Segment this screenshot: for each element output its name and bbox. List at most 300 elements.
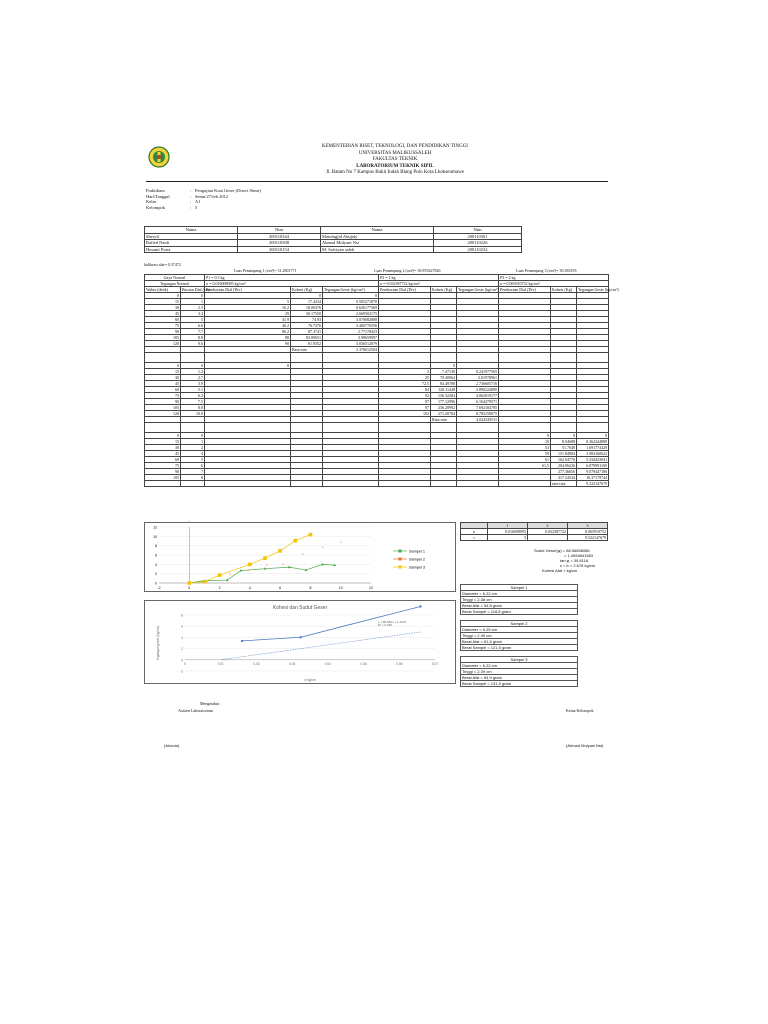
y-tick-label: 6 [181,624,183,629]
table-cell [145,481,181,487]
table-cell: 2.736605716 [457,381,499,387]
table-cell: 1 [181,439,205,445]
p-value: 1 [388,275,391,280]
table-cell: 2.77178423 [323,329,379,335]
summary-header: 3 [568,523,608,529]
x-tick-label: 0.05 [360,661,367,666]
table-cell: 29 [205,311,291,317]
sample-line: Berat Sampel = 118,8 gram [461,609,578,615]
table-cell: 120.11448 [431,387,457,393]
col-header: Tegangan Geser (kg/cm²) [323,287,379,293]
table-cell: 271.20784 [431,411,457,417]
info-sep: : [189,188,191,193]
member-nim: 200110308 [238,240,321,247]
member-nim: 200110301 [434,233,522,240]
y-tick-label: 0 [181,658,183,663]
table-cell: 70.40064 [431,375,457,381]
sigma-label: σ = [380,281,386,286]
x-tick-label: 10 [338,586,343,590]
table-cell: 4.024329511 [457,417,499,423]
x-axis-label: σ kg/cm [304,678,316,682]
table-cell: 84.49788 [431,381,457,387]
sample-line: Berat Sampel = 121,5 gram [461,645,578,651]
info-row [144,205,263,211]
table-cell: 3.4 [181,311,205,317]
table-cell [181,481,205,487]
table-cell: 97 [379,405,431,411]
table-cell: 41.9 [205,317,291,323]
sample-line: Diameter = 6.25 cm [461,627,578,633]
table-cell: 90 [145,469,181,475]
table-cell: 6.164279571 [457,399,499,405]
table-cell: 3.890224890 [457,387,499,393]
table-cell: 75 [145,323,181,329]
table-cell: 204.06226 [551,463,577,469]
main-data-table [144,274,619,487]
sample3-rows [145,433,609,487]
legend-label: Sampel 2 [409,557,426,562]
p-label: P1 = [206,275,214,280]
table-cell: 277.36656 [551,469,577,475]
header-rule [146,181,608,182]
summary-label: σ [461,529,488,535]
p-value: 2 [508,275,511,280]
col-header: Kohesi (Kg) [551,287,577,293]
y-tick-label: 12 [153,525,157,530]
sample-line: Diameter = 6.22 cm [461,663,578,669]
info-value: Senin/27/feb 2012 [194,193,229,199]
member-name: Ahmad Mulyani Nst [321,240,434,247]
data-point [293,539,297,543]
info-value: 5 [194,204,198,210]
lab-name: LABORATORIUM TEKNIK SIPIL [356,163,434,169]
sample-line: Berat Sampel = 131,9 gram [461,681,578,687]
table-cell: 8.8 [181,405,205,411]
summary-cell [528,535,568,541]
sample-line: Berat Alat = 54,8 gram [461,603,578,609]
x-tick-label: 0 [188,586,191,590]
table-cell: 15 [145,439,181,445]
table-cell: 8 [181,475,205,481]
members-header: Nama [145,227,238,234]
sigma-unit: kg/cm² [408,281,420,286]
sample-box-2 [460,620,578,651]
sigma-unit: kg/cm² [528,281,540,286]
info-row [144,188,263,194]
table-cell: 61.5 [499,463,551,469]
legend-label: Sampel 3 [409,565,426,570]
col-header: Kohesi (Kg) [431,287,457,293]
table-cell: 3.836512079 [323,341,379,347]
table-cell: 151.84984 [551,451,577,457]
rata-row [145,481,609,487]
sigma-value: 0.016008095 [212,281,234,286]
x-tick-label: 8 [309,586,312,590]
member-nim: 200110226 [434,240,522,247]
table-cell: 105 [145,335,181,341]
table-cell: 5 [205,299,291,305]
table-cell: 8.783158075 [457,411,499,417]
tegangan-label: Tegangan Normal [145,281,205,287]
sample-line: Tinggi = 2.38 cm [461,597,578,603]
table-cell: 1 [181,299,205,305]
table-cell: 25 [379,375,431,381]
p-value: 0.5 [214,275,220,280]
table-cell: 0 [145,363,181,369]
x-tick-label: 0.02 [253,661,260,666]
trend-equation: y = 88.568x + 1.4279 [377,619,407,624]
table-cell: 17.4234 [291,299,323,305]
chart-title: Kohesi dan Sudut Geser [272,605,328,611]
table-cell: 74.93 [291,317,323,323]
table-cell: 53 [499,445,551,451]
table-cell: 7.5 [181,399,205,405]
table-cell [379,481,431,487]
table-cell: 7 [181,469,205,475]
table-cell: 83.09651 [291,335,323,341]
legend-label: Sampel 1 [409,549,426,554]
y-tick-label: 0 [155,581,157,586]
table-cell: 60 [145,457,181,463]
table-cell: 0 [323,293,379,299]
x-tick-label: -2 [157,586,161,590]
data-point [299,636,301,638]
member-name: M. Sofriyan saleh [321,246,434,253]
table-cell: 6 [181,463,205,469]
y-tick-label: 2 [155,572,157,577]
table-cell [205,481,291,487]
table-cell: 0 [181,363,205,369]
x-tick-label: 4 [248,586,251,590]
trend-line [221,632,421,660]
luas-2: Luas Penampang 2 (cm²)= 30.876427826 [374,268,441,273]
summary-cell: 3 [488,535,528,541]
table-cell: 76.7376 [291,323,323,329]
table-cell: 10 [499,439,551,445]
p-label: P2 = [380,275,388,280]
table-cell: Rata-rata [291,347,323,353]
info-sep: : [189,199,191,204]
summary-cell: 0.065910752 [568,529,608,535]
ketua-label: Ketua Kelompok [566,708,594,713]
header-line-2: UNIVERSITAS MALIKUSSALEH [358,150,432,156]
col-header: Tegangan Geser (kg/cm²) [578,287,619,292]
col-header: Pembacaan Dial (Div) [499,287,551,293]
sample2-rows [145,363,609,423]
result-line: c = b = 2.676 kg/cm [560,563,596,568]
member-nim: 200110154 [238,246,321,253]
table-cell: 1.2 [181,369,205,375]
table-cell: 90 [145,329,181,335]
university-logo [148,146,170,168]
table-cell: 0 [145,433,181,439]
table-cell: 60 [145,317,181,323]
member-name: Hesanti Putra [145,246,238,253]
result-line: Sudut Geser(φ) = 88.56858086 [534,548,590,553]
table-cell: 5 [181,317,205,323]
sigma-value: 0.032387722 [386,281,408,286]
shear-stress-chart [144,519,456,592]
member-name: Rafied Nanfi [145,240,238,247]
luas-3: Luas Penampang 3 (cm²)= 30.383193 [516,268,577,273]
members-header: Nim [238,227,321,234]
table-cell: 5.1 [181,387,205,393]
table-cell: 45 [145,381,181,387]
sigma-tau-table [460,522,608,541]
y-tick-label: 8 [181,613,183,618]
table-cell: 8.04688 [551,439,577,445]
table-cell: 7.47138 [431,369,457,375]
table-cell [431,481,457,487]
table-cell: 7.7 [181,329,205,335]
table-cell: 3.070682888 [323,317,379,323]
table-cell: 5.334423941 [577,457,609,463]
table-cell: 105 [145,405,181,411]
table-cell: 6.879991169 [577,463,609,469]
data-point [218,573,222,577]
table-cell: 75 [145,393,181,399]
table-cell: 30.17550 [291,311,323,317]
gaya-label: Gaya Normal [145,275,205,281]
p-label: P3 = [500,275,508,280]
table-cell: 4.062019177 [457,393,499,399]
col-header: Bacaan Dial (cm) [182,287,211,292]
header-line-1: KEMENTERIAN RISET, TEKNOLOGI, DAN PENDIDIKAN TINGGI [322,144,468,149]
summary-cell: 0.032387722 [528,529,568,535]
data-point: × [281,561,285,567]
table-cell: 177.12996 [431,399,457,405]
series-line-3 [189,535,310,583]
sample-title: Sampel 3 [461,657,578,663]
table-cell: 5 [181,457,205,463]
y-tick-label: -2 [180,669,183,674]
table-cell: 2.01978961 [457,375,499,381]
y-tick-label: 2 [181,647,183,652]
table-cell: 120 [145,341,181,347]
table-cell: 162.04776 [551,457,577,463]
table-cell: 4 [181,451,205,457]
sample-line: Diameter = 6.22 cm [461,591,578,597]
cohesion-chart [144,600,456,684]
data-point [248,563,252,567]
table-cell: 0.241977565 [457,369,499,375]
info-sep: : [189,193,191,199]
table-cell: 90 [205,341,291,347]
table-cell: 86.2 [205,329,291,335]
col-header: Tegangan Geser (kg/cm²) [458,287,499,292]
table-cell: 0 [551,433,577,439]
table-cell: 46.2 [205,323,291,329]
summary-label: τ [461,535,488,541]
y-tick-label: 10 [153,534,157,539]
member-name: Sheryli [145,233,238,240]
data-point: × [321,544,324,550]
table-cell: 88 [205,335,291,341]
summary-cell: 0.016008095 [488,529,528,535]
table-cell: 0.505271870 [323,299,379,305]
member-name: Matulugjid Abujaly [321,233,434,240]
table-cell: 59 [499,451,551,457]
table-cell: 18.06376 [291,305,323,311]
table-cell: 45 [145,451,181,457]
sigma-unit: kg/cm² [234,281,246,286]
table-cell: 1.691774429 [577,445,609,451]
x-tick-label: 2 [218,586,221,590]
table-cell: 81.9352 [291,341,323,347]
sample1-rows [145,293,609,353]
y-tick-label: 4 [181,635,183,640]
result-line: Kohesi Alat = kg/cm [542,568,578,573]
table-cell: 8.8 [181,335,205,341]
lab-address: Jl. Batam No 7 Kampus Bukit Indah Blang Pulo Kota Lhokseumawe [326,170,464,175]
table-cell: 0 [145,293,181,299]
data-point [187,581,191,585]
data-point [309,533,313,537]
table-cell [323,481,379,487]
data-point: × [339,539,342,545]
info-label: Hari/Tanggal [146,193,170,199]
sample-line: Tinggi = 2.39 cm [461,633,578,639]
data-point: × [206,579,209,585]
table-cell: 0 [499,433,551,439]
table-cell: 0 [205,363,291,369]
y-tick-label: 6 [155,553,157,558]
asisten-label: Asisten Laboratorium [178,708,213,713]
table-cell: 30 [145,445,181,451]
table-row [145,246,522,253]
header-line-3: FAKULTAS TEKNIK [372,157,418,162]
table-cell [291,481,323,487]
summary-header: 2 [528,523,568,529]
legend-marker [399,558,402,561]
x-tick-label: 0.04 [324,661,331,666]
members-table [144,226,522,253]
members-header: Nama [321,227,434,234]
table-cell: 92 [379,393,431,399]
table-cell: Rata-rata [431,417,457,423]
results-block [534,548,595,573]
signature-name-right: (Ahmad Mulyani Nst) [566,743,604,748]
mengetahui-label: Mengetahui : [200,701,222,706]
data-point: × [188,519,191,524]
x-tick-label: 6 [279,586,282,590]
letterhead [270,144,520,177]
table-cell: 2.5 [181,305,205,311]
table-cell [499,481,551,487]
table-cell: 105 [145,475,181,481]
info-value: A1 [194,199,201,204]
y-tick-label: 4 [155,562,157,567]
table-cell: 15 [145,369,181,375]
data-point [278,549,282,553]
table-cell: 2.669502175 [323,311,379,317]
table-cell: 102 [379,411,431,417]
table-cell: 2 [181,445,205,451]
table-cell: 3.98659997 [323,335,379,341]
sample-line: Tinggi = 2.39 cm [461,669,578,675]
col-header: Pembacaan Dial (Div) [379,287,431,293]
data-point [203,580,207,584]
x-tick-label: 0.06 [396,661,403,666]
data-point [263,556,267,560]
trend-r2: R² = 0.995 [377,623,392,628]
x-tick-label: 0.07 [431,661,439,666]
info-label: Kelompok [146,204,165,210]
sigma-label: σ = [500,281,506,286]
sample-title: Sampel 1 [461,585,578,591]
table-cell: 45 [145,311,181,317]
table-cell: 15 [145,299,181,305]
legend-marker [399,550,402,553]
data-point: × [228,570,232,576]
practicum-info [144,188,263,210]
table-cell: 0 [181,293,205,299]
legend-marker [399,566,402,569]
p-unit: kg [511,275,516,280]
table-cell: 0.626177369 [323,305,379,311]
table-cell: 61 [499,457,551,463]
x-tick-label: 0.01 [217,661,224,666]
table-cell: 0.262244888 [577,439,609,445]
table-cell [457,481,499,487]
member-nim: 200110344 [238,233,321,240]
table-cell: 136.32284 [431,393,457,399]
table-cell: 97 [379,399,431,405]
data-point [419,605,421,607]
table-cell: 9.6 [181,341,205,347]
table-cell: 6.6 [181,323,205,329]
table-cell: 3 [379,369,431,375]
table-cell: 6.2 [181,393,205,399]
sample-line: Berat Alat = 61,6 gram [461,639,578,645]
kalibrasi-label: kalibrasi alat= 0.37472 [144,262,181,267]
table-cell: 0 [181,433,205,439]
table-cell: 0 [291,293,323,299]
members-header: Nim [434,227,522,234]
data-point: × [247,567,250,573]
y-tick-label: 8 [155,544,157,549]
table-cell: 9.079447186 [577,469,609,475]
x-tick-label: 0.03 [289,661,296,666]
info-label: Kelas [146,199,157,204]
info-sep: : [189,204,191,210]
data-point: × [301,551,305,557]
table-cell: 30 [145,375,181,381]
table-cell: 0 [431,363,457,369]
table-cell: 75 [145,463,181,469]
table-cell: 72.5 [379,381,431,387]
table-cell: 60 [145,387,181,393]
sample-box-1 [460,584,578,615]
table-cell: 3.984160622 [577,451,609,457]
signature-name-left: (Alunda) [164,743,180,748]
col-header: Kohesi (Kg) [291,287,323,293]
summary-cell: 9.522147679 [568,535,608,541]
luas-1: Luas Penampang 1 (cm²)= 31.2801771 [234,268,297,273]
table-cell: 30 [145,305,181,311]
table-cell: 120 [145,411,181,417]
table-cell: 10.0 [181,411,205,417]
data-point [241,640,243,642]
table-cell: 84 [379,387,431,393]
x-tick-label: 0 [184,661,186,666]
result-line: = 1.4994841563 [564,553,594,558]
result-line: tan φ = 30.8118 [560,558,588,563]
table-cell: 2.7 [181,375,205,381]
table-cell: 236.20992 [431,405,457,411]
table-cell: 3.9 [181,381,205,387]
table-cell: 9.522147679 [577,481,609,487]
